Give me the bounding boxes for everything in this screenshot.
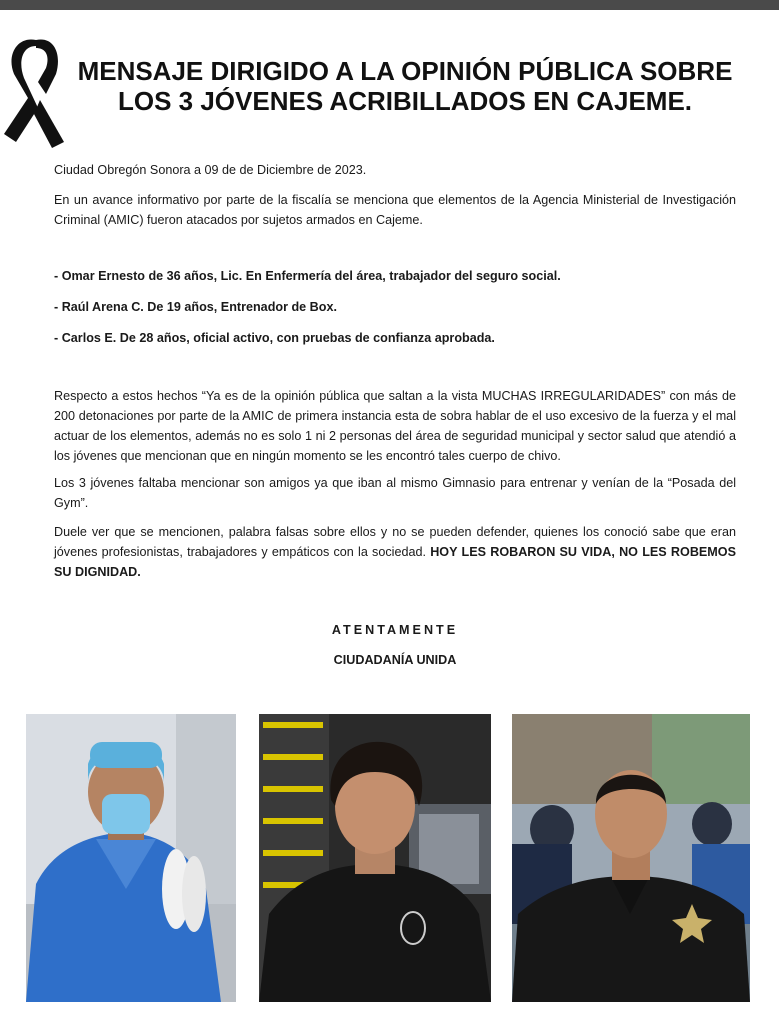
young-man-black-jacket-photo <box>259 714 491 1002</box>
closing-atentamente: ATENTAMENTE <box>331 623 459 637</box>
victim-item-2: - Raúl Arena C. De 19 años, Entrenador de Box. <box>54 300 337 314</box>
letter-date: Ciudad Obregón Sonora a 09 de de Diciembre de 2023. <box>54 163 367 177</box>
gym-paragraph: Los 3 jóvenes faltaba mencionar son amigos ya que iban al mismo Gimnasio para entrenar y venían de la “Posada del Gym”. <box>54 476 736 510</box>
intro-paragraph: En un avance informativo por parte de la fiscalía se menciona que elementos de la Agencia Ministerial de Investigación Criminal (AMIC) fueron atacados por sujetos armados en Cajeme. <box>54 193 736 227</box>
top-border-bar <box>0 0 779 10</box>
victim-item-1: - Omar Ernesto de 36 años, Lic. En Enfermería del área, trabajador del seguro social. <box>54 269 561 283</box>
nurse-in-scrubs-photo <box>26 714 236 1002</box>
victim-item-3: - Carlos E. De 28 años, oficial activo, con pruebas de confianza aprobada. <box>54 331 495 345</box>
dignity-slogan: HOY LES ROBARON SU VIDA, NO LES ROBEMOS SU DIGNIDAD. <box>54 545 736 579</box>
signature-ciudadania: CIUDADANÍA UNIDA <box>333 653 457 667</box>
dignity-paragraph <box>54 522 736 582</box>
officer-in-uniform-photo <box>512 714 750 1002</box>
page-title <box>60 56 750 116</box>
title-line-2: LOS 3 JÓVENES ACRIBILLADOS EN CAJEME. <box>117 86 693 116</box>
irregularities-paragraph: Respecto a estos hechos “Ya es de la opinión pública que saltan a la vista MUCHAS IRREGULARIDADES” con más de 200 detonaciones por parte de la AMIC de primera instancia esta de sobra hablar de el uso excesivo de la fuerza y el mal actuar de los elementos, además no es solo 1 ni 2 personas del área de seguridad municipal y sector salud que atendió a los jóvenes que mencionan que en ningún momento se les encontró tales cuerpo de chivo. <box>54 389 736 463</box>
dignity-paragraph-text: Duele ver que se mencionen, palabra falsas sobre ellos y no se pueden defender, quienes los conoció sabe que eran jóvenes profesionistas, trabajadores y empáticos con la sociedad. <box>54 525 736 559</box>
title-line-1: MENSAJE DIRIGIDO A LA OPINIÓN PÚBLICA SOBRE <box>77 56 733 86</box>
